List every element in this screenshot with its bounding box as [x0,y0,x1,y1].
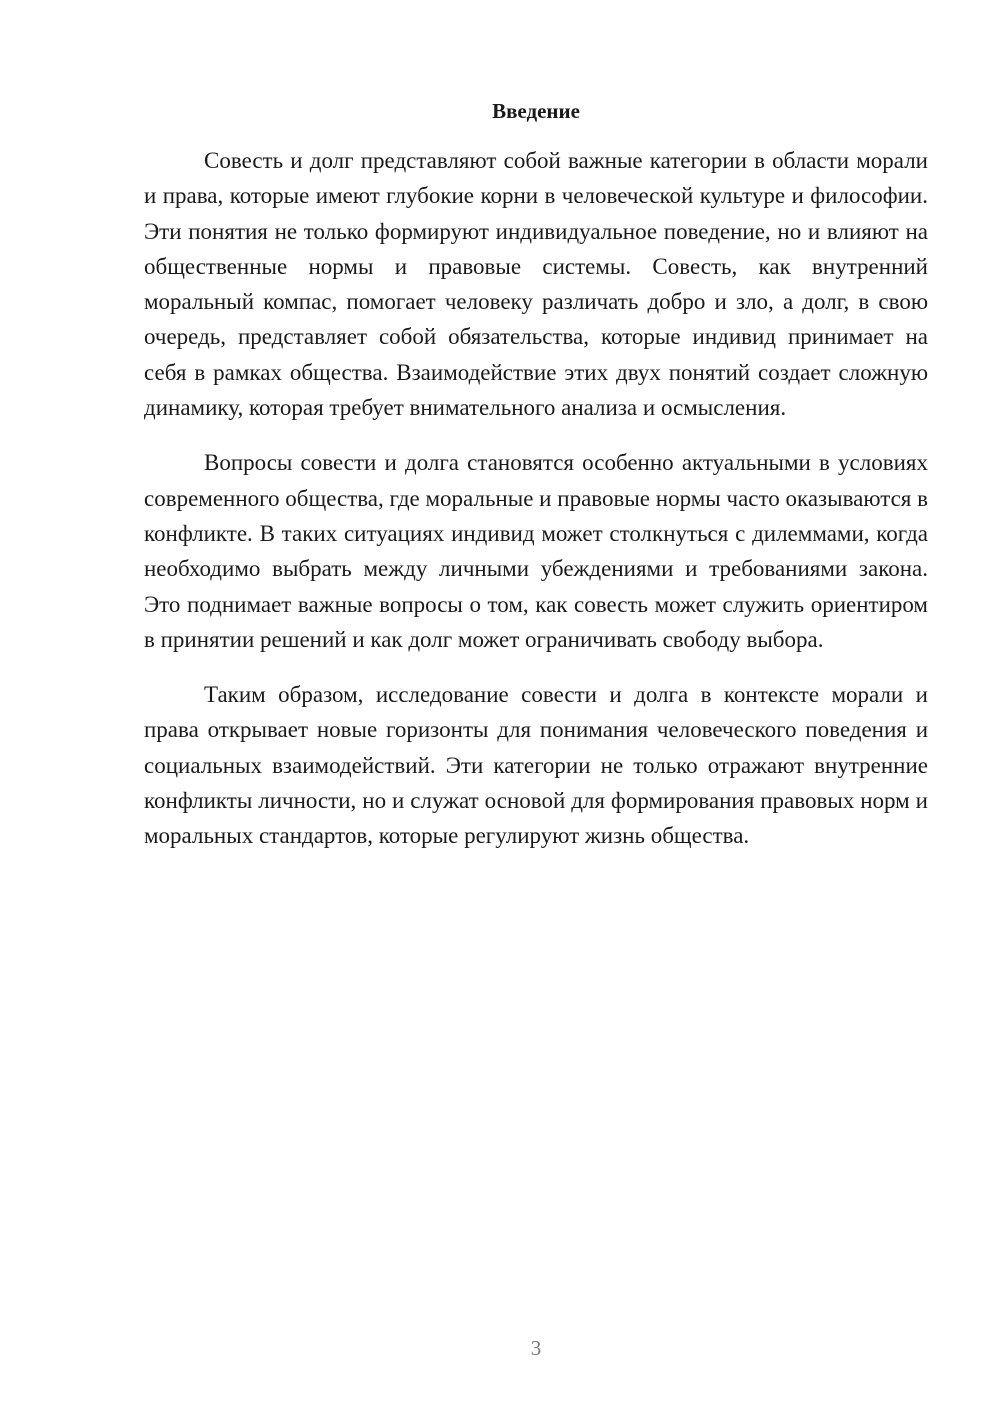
page-number: 3 [530,1336,542,1360]
paragraph-1: Совесть и долг представляют собой важные категории в области морали и права, которые имеют глубокие корни в человеческой культуре и философии. Эти понятия не только формируют индивидуальное поведение, но и влияют на общественные нормы и правовые системы. Совесть, как внутренний моральный компас, помогает человеку различать добро и зло, а долг, в свою очередь, представляет собой обязательства, которые индивид принимает на себя в рамках общества. Взаимодействие этих двух понятий создает сложную динамику, которая требует внимательного анализа и осмысления. [144,148,928,421]
paragraph-3: Таким образом, исследование совести и долга в контексте морали и права открывает новые горизонты для понимания человеческого поведения и социальных взаимодействий. Эти категории не только отражают внутренние конфликты личности, но и служат основой для формирования правовых норм и моральных стандартов, которые регулируют жизнь общества. [144,682,928,849]
paragraph-2: Вопросы совести и долга становятся особенно актуальными в условиях современного общества, где моральные и правовые нормы часто оказываются в конфликте. В таких ситуациях индивид может столкнуться с дилеммами, когда необходимо выбрать между личными убеждениями и требованиями закона. Это поднимает важные вопросы о том, как совесть может служить ориентиром в принятии решений и как долг может ограничивать свободу выбора. [144,450,928,652]
section-heading: Введение [492,99,580,123]
body-text [144,143,928,854]
